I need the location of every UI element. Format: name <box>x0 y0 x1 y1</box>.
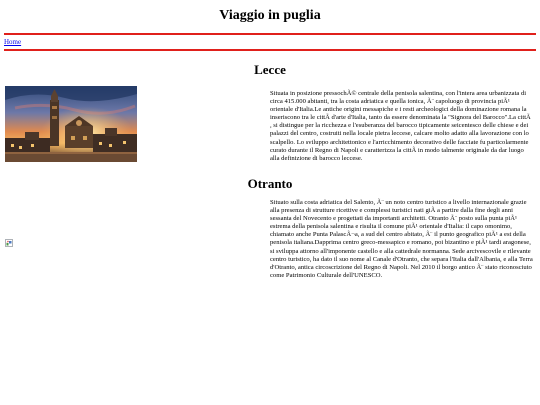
lecce-description: Situata in posizione pressochÃ© centrale della penisola salentina, con l'intera area urbanizzata di circa 415.000 abitanti, tra la costa adriatica e quella ionica, Ã¨ capoluogo di provincia piÃ¹ orientale d'Italia.Le antiche origini messapiche e i resti archeologici della dominazione romana la inseriscono tra le cittÃ d'arte d'Italia, tanto da essere denominata la "Signora del Barocco".La cittÃ , si distingue per la ricchezza e l'esuberanza del barocco tipicamente seicentesco delle chiese e dei palazzi del centro, costruiti nella locale pietra leccese, calcare molto adatto alla lavorazione con lo scalpello. Lo sviluppo architettonico e l'arricchimento decorativo delle facciate fu particolarmente curato durante il Regno di Napoli e caratterizza la cittÃ in modo talmente originale da dar luogo alla definizione di barocco leccese. <box>270 90 531 162</box>
section-title-lecce: Lecce <box>254 62 286 77</box>
lecce-photo <box>5 86 137 162</box>
section-title-otranto: Otranto <box>247 176 293 191</box>
page-title: Viaggio in puglia <box>219 8 321 23</box>
broken-image-icon <box>5 234 13 242</box>
home-link[interactable]: Home <box>4 38 22 46</box>
otranto-description: Situato sulla costa adriatica del Salento, Ã¨ un noto centro turistico a livello internazionale grazie alla presenza di strutture ricettive e complessi turistici nati giÃ a partire dalla fine degli anni sessanta del Novecento e progettati da importanti architetti. Otranto Ã¨ posto sulla punta piÃ¹ estrema della penisola salentina e risulta il comune piÃ¹ orientale d'Italia: il capo omonimo, chiamato anche Punta PalascÃ¬a, a sud del centro abitato, Ã¨ il punto geografico piÃ¹ a est della penisola italiana.Dapprima centro greco-messapico e romano, poi bizantino e piÃ¹ tardi aragonese, si sviluppa attorno all'imponente castello e alla cattedrale normanna. Sede arcivescovile e rilevante centro turistico, ha dato il suo nome al Canale d'Otranto, che separa l'Italia dall'Albania, e alla Terra d'Otranto, antica circoscrizione del Regno di Napoli. Nel 2010 il borgo antico Ã¨ stato riconosciuto come Patrimonio Culturale dell'UNESCO. <box>270 199 533 279</box>
nav-bar <box>4 33 536 51</box>
